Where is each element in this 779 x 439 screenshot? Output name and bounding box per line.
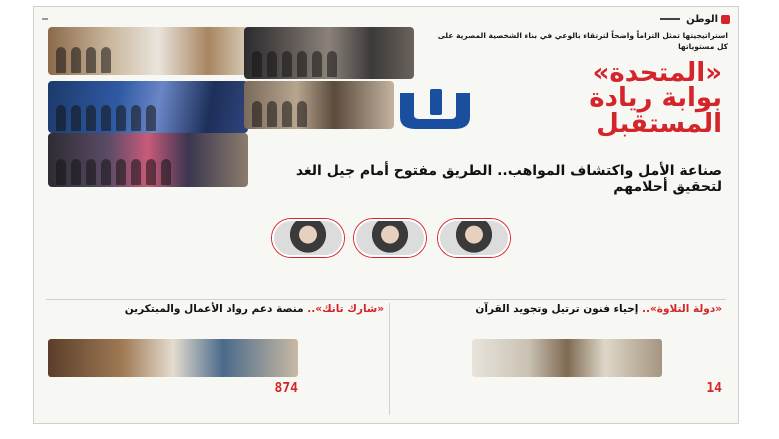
story-headline-quran xyxy=(392,303,722,316)
portrait-photo xyxy=(438,219,510,257)
photo-talent-show xyxy=(48,133,248,187)
story-kicker: «شارك تانك».. xyxy=(307,303,384,315)
body-column xyxy=(630,219,722,299)
photo-event-award xyxy=(48,27,248,75)
main-headline xyxy=(492,58,722,139)
section-tag xyxy=(660,18,680,20)
masthead xyxy=(686,14,730,25)
brand-mark-icon xyxy=(721,15,730,24)
brand-name: الوطن xyxy=(686,13,718,25)
photo-shark-tank-stage xyxy=(48,339,298,377)
body-column xyxy=(44,219,84,299)
united-logo-icon xyxy=(394,87,476,133)
photo-stage-ceremony xyxy=(48,81,248,133)
sub-headline: صناعة الأمل واكتشاف المواهب.. الطريق مفتوح أمام جيل الغد لتحقيق أحلامهم xyxy=(295,163,722,196)
portrait-column xyxy=(272,273,344,299)
portrait-column xyxy=(438,273,510,299)
top-caption: استراتيجيتها تمثل التزاماً واضحاً لترتقاء بالوعي في بناء الشخصية المصرية على كل مستوياتها xyxy=(437,31,728,51)
story-column xyxy=(44,379,122,419)
stat-value: 14 xyxy=(706,381,722,396)
story-kicker: «دولة التلاوة».. xyxy=(642,303,722,315)
story-lede xyxy=(392,319,722,337)
portrait-column xyxy=(354,273,426,299)
section-divider xyxy=(46,299,726,300)
story-title: منصة دعم رواد الأعمال والمبتكرين xyxy=(124,303,304,315)
page-header xyxy=(42,11,730,27)
body-column xyxy=(94,219,186,299)
stat-box-shark-tank xyxy=(271,381,298,396)
headline-line-1: «المتحدة» xyxy=(592,58,722,88)
body-column xyxy=(530,219,622,299)
photo-quran-competition xyxy=(472,339,662,377)
story-headline-shark-tank xyxy=(44,303,384,316)
portrait-photo xyxy=(354,219,426,257)
headline-line-2: بوابة ريادة xyxy=(589,83,722,114)
column-divider xyxy=(389,303,390,415)
stat-value: 874 xyxy=(274,381,298,396)
page-number xyxy=(42,18,48,20)
stat-box-quran xyxy=(702,381,722,396)
story-lede xyxy=(44,319,384,337)
story-column xyxy=(306,339,384,419)
portrait-photo xyxy=(272,219,344,257)
newspaper-page xyxy=(33,6,739,424)
photo-officials xyxy=(244,27,414,79)
story-column xyxy=(392,339,466,419)
photo-audience xyxy=(244,81,394,129)
headline-line-3: المستقبل xyxy=(596,108,722,139)
story-title: إحياء فنون ترتيل وتجويد القرآن xyxy=(475,303,639,315)
